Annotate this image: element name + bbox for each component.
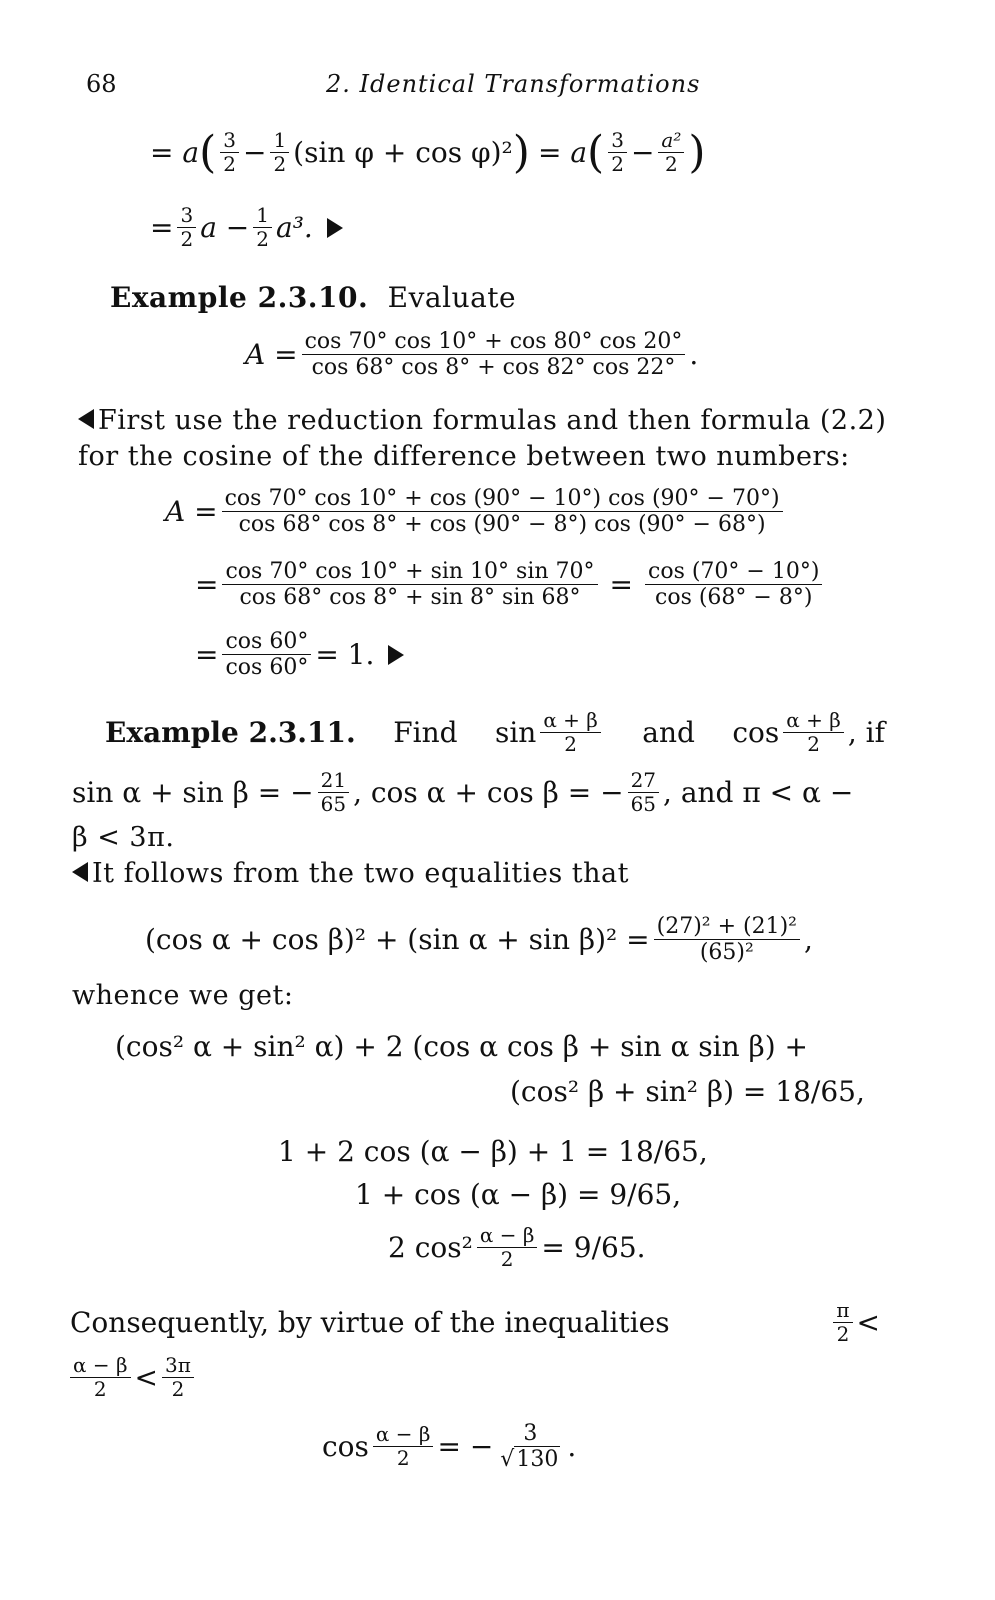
text: Find [393, 716, 458, 749]
frac-den [497, 1447, 563, 1471]
paren-close: ) [688, 126, 706, 178]
sqrt-sign: √ [500, 1447, 515, 1473]
equation-step-a [278, 1135, 708, 1168]
sqrt-argument: 130 [516, 1447, 559, 1473]
equation-step-c [388, 1225, 646, 1270]
frac-den: 2 [564, 732, 577, 756]
frac-den: 2 [93, 1377, 107, 1401]
text: . [567, 1430, 577, 1464]
text: a³. [276, 211, 313, 244]
equals: = [195, 638, 219, 672]
text: Consequently, by virtue of the inequalities [70, 1306, 670, 1339]
minus: − [630, 136, 655, 169]
text: sin α + sin β = − [72, 776, 314, 809]
frac-den: 2 [256, 227, 269, 251]
step-1 [165, 487, 787, 536]
whence-text: whence we get: [72, 980, 294, 1011]
text: (cos α + cos β)² + (sin α + sin β)² = [145, 923, 650, 957]
frac-den: cos 68° cos 8° + sin 8° sin 68° [239, 585, 581, 611]
example-label: Example 2.3.11. [105, 716, 356, 749]
text: = a [537, 136, 588, 169]
frac-den: 65 [320, 792, 347, 816]
frac-num: 1 [270, 130, 289, 153]
text: β < 3π. [72, 822, 175, 853]
step-3 [195, 630, 404, 679]
frac-den: cos 60° [225, 655, 309, 681]
text: First use the reduction formulas and then formula (2.2) [98, 405, 887, 436]
frac-den: 2 [665, 152, 678, 176]
text: 1 + cos (α − β) = 9/65, [355, 1178, 682, 1211]
text: for the cosine of the difference between two numbers: [78, 441, 850, 472]
text: , and π < α − [663, 776, 854, 809]
text: = − [437, 1430, 494, 1464]
running-head: 2. Identical Transformations [326, 70, 701, 98]
frac-num: 3 [608, 130, 627, 153]
text: (cos² β + sin² β) = 18/65, [510, 1075, 865, 1108]
frac-num: α − β [70, 1355, 131, 1378]
equals: = [609, 568, 633, 602]
paren-close: ) [512, 126, 530, 178]
text: cos [732, 716, 780, 749]
final-result [322, 1422, 576, 1471]
continuation-line-2 [150, 205, 343, 250]
equation-step-b [355, 1178, 681, 1211]
frac-num: cos 60° [222, 630, 311, 655]
text: (sin φ + cos φ)² [293, 136, 513, 169]
text: A = [165, 495, 218, 529]
frac-num: cos 70° cos 10° + cos 80° cos 20° [302, 330, 686, 355]
frac-den: 2 [807, 732, 820, 756]
frac-num: 21 [318, 770, 349, 793]
text: = 9/65. [541, 1231, 646, 1264]
frac-num: a² [658, 130, 684, 153]
equation-expanded-2 [510, 1075, 865, 1108]
equals: = [150, 211, 174, 244]
begin-proof-icon [72, 862, 88, 882]
frac-den: 2 [500, 1247, 514, 1271]
paren-open: ( [199, 126, 217, 178]
text: , cos α + cos β = − [353, 776, 624, 809]
frac-den: 2 [273, 152, 287, 176]
example-11-heading [105, 710, 885, 755]
frac-den: 2 [180, 227, 194, 251]
text: cos [322, 1430, 369, 1464]
frac-den: cos (68° − 8°) [655, 585, 813, 611]
frac-num: cos 70° cos 10° + sin 10° sin 70° [222, 560, 597, 585]
frac-num: π [833, 1300, 852, 1323]
frac-num: (27)² + (21)² [654, 915, 800, 940]
frac-den: 2 [611, 152, 624, 176]
text: It follows from the two equalities that [92, 858, 629, 889]
example-11-line-2 [72, 770, 853, 815]
example-10-equation [245, 330, 698, 379]
text: = a [150, 136, 200, 169]
example-label: Example 2.3.10. [110, 281, 369, 314]
frac-den: cos 68° cos 8° + cos 82° cos 22° [311, 355, 676, 381]
frac-den: 2 [171, 1377, 185, 1401]
frac-den: 2 [223, 152, 236, 176]
frac-num: α + β [783, 710, 844, 733]
text: (cos² α + sin² α) + 2 (cos α cos β + sin α sin β) + [115, 1030, 809, 1063]
minus: − [242, 136, 267, 169]
frac-num: cos 70° cos 10° + cos (90° − 10°) cos (90° − 70°) [222, 487, 783, 512]
text: and [642, 716, 695, 749]
example-10-text [78, 403, 918, 475]
begin-proof-icon [78, 409, 94, 429]
continuation-line-1 [150, 126, 706, 178]
frac-den: 2 [836, 1322, 850, 1346]
end-proof-icon [327, 218, 343, 238]
frac-num: 1 [253, 205, 272, 228]
end-proof-icon [388, 645, 404, 665]
text: , [804, 923, 813, 957]
frac-num: cos (70° − 10°) [645, 560, 822, 585]
example-10-heading [110, 280, 516, 316]
text: , if [847, 716, 885, 749]
frac-den: 2 [396, 1446, 410, 1471]
frac-den: cos 68° cos 8° + cos (90° − 8°) cos (90° − 68°) [238, 512, 766, 538]
frac-num: 3 [177, 205, 196, 228]
frac-den: (65)² [699, 940, 754, 966]
page-number: 68 [86, 70, 117, 98]
equation-sum-squares [145, 915, 813, 964]
frac-num: α + β [540, 710, 601, 733]
step-2 [195, 560, 826, 609]
frac-num: 27 [628, 770, 659, 793]
text: . [689, 338, 699, 372]
text: < [134, 1361, 159, 1394]
frac-num: 3π [162, 1355, 194, 1378]
text: = 1. [315, 638, 375, 672]
frac-num: α − β [373, 1424, 434, 1447]
consequently-line [70, 1300, 880, 1345]
text: sin [494, 716, 537, 749]
text: A = [245, 338, 298, 372]
example-title: Evaluate [387, 281, 517, 314]
frac-num: 3 [220, 130, 239, 153]
frac-num: 3 [520, 1422, 540, 1447]
text: 2 cos² [388, 1231, 473, 1264]
frac-den: 65 [630, 792, 657, 816]
inequality-line [66, 1355, 198, 1400]
text: 1 + 2 cos (α − β) + 1 = 18/65, [278, 1135, 708, 1168]
equals: = [195, 568, 219, 602]
frac-num: α − β [477, 1225, 538, 1248]
text: < [856, 1306, 880, 1339]
text: a − [200, 211, 250, 244]
example-11-line-3 [72, 820, 629, 892]
equation-expanded-1 [115, 1030, 808, 1063]
paren-open: ( [587, 126, 605, 178]
